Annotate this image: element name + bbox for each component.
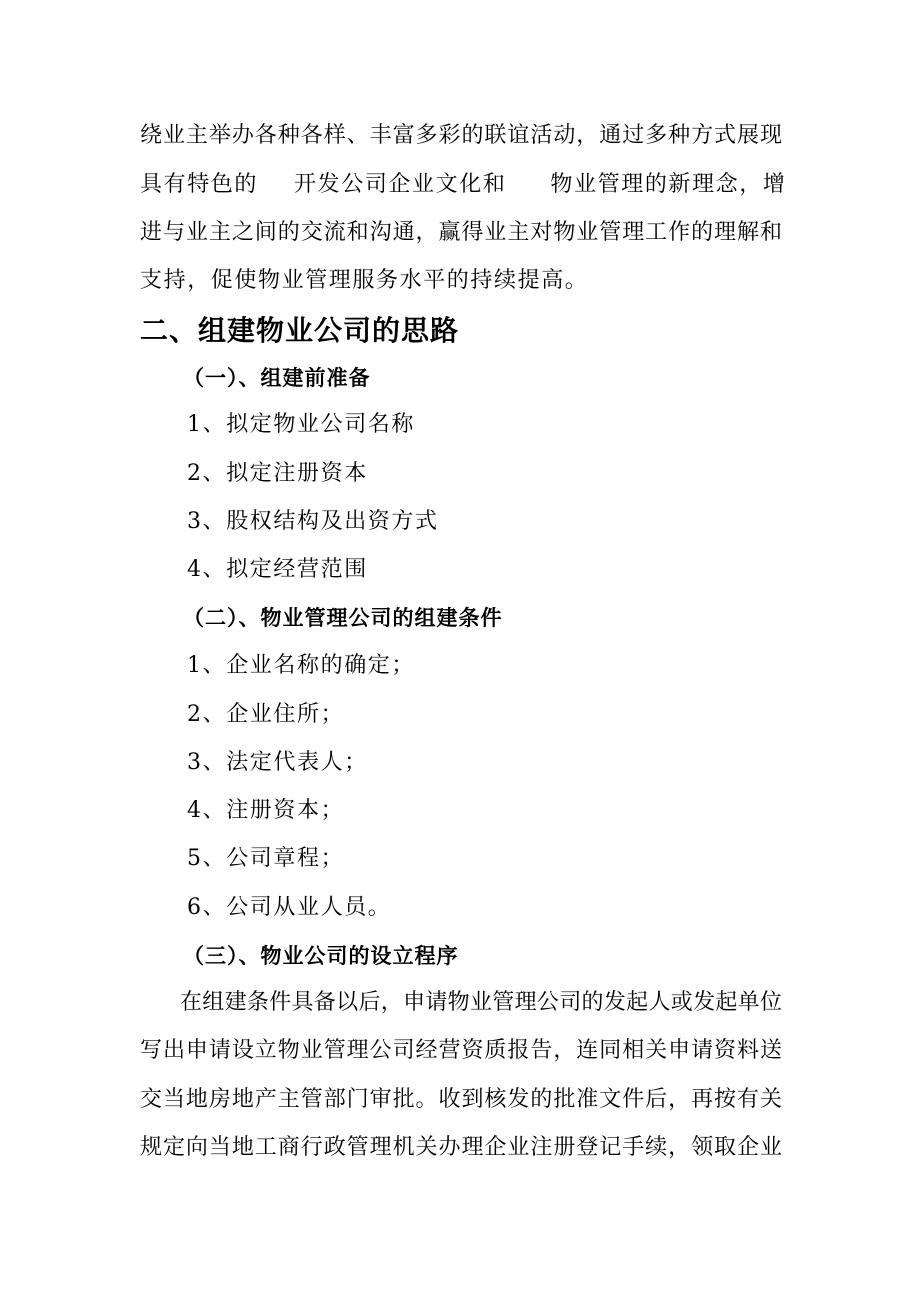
intro-line-2-part-c: 物业管理的新理念，增	[550, 172, 787, 197]
list-item: 1、企业名称的确定；	[187, 653, 415, 678]
list-item: 3、法定代表人；	[187, 750, 368, 775]
subsection-2-title: （二）、物业管理公司的组建条件	[183, 606, 503, 630]
list-item: 4、拟定经营范围	[187, 557, 368, 582]
intro-line-2-part-b: 开发公司企业文化和	[294, 172, 507, 197]
paragraph-line-4: 规定向当地工商行政管理机关办理企业注册登记手续，领取企业	[140, 1135, 782, 1160]
intro-line-2	[140, 170, 786, 200]
intro-line-1: 绕业主举办各种各样、丰富多彩的联谊活动，通过多种方式展现	[140, 123, 782, 148]
list-item: 2、拟定注册资本	[187, 461, 368, 486]
paragraph-line-1: 在组建条件具备以后，申请物业管理公司的发起人或发起单位	[180, 990, 782, 1015]
list-item: 3、股权结构及出资方式	[187, 509, 439, 534]
subsection-3-title: （三）、物业公司的设立程序	[183, 944, 459, 968]
section-title: 二、组建物业公司的思路	[140, 314, 460, 347]
list-item: 4、注册资本；	[187, 798, 345, 823]
list-item: 2、企业住所；	[187, 702, 345, 727]
intro-line-3: 进与业主之间的交流和沟通，赢得业主对物业管理工作的理解和	[140, 220, 782, 245]
paragraph-line-2: 写出申请设立物业管理公司经营资质报告，连同相关申请资料送	[140, 1038, 782, 1063]
list-item: 5、公司章程；	[187, 846, 345, 871]
paragraph-line-3: 交当地房地产主管部门审批。收到核发的批准文件后，再按有关	[140, 1087, 782, 1112]
intro-line-2-part-a: 具有特色的	[140, 172, 259, 197]
intro-line-4: 支持，促使物业管理服务水平的持续提高。	[140, 268, 589, 293]
list-item: 6、公司从业人员。	[187, 895, 392, 920]
subsection-1-title: （一）、组建前准备	[183, 366, 371, 390]
list-item: 1、拟定物业公司名称	[187, 412, 415, 437]
